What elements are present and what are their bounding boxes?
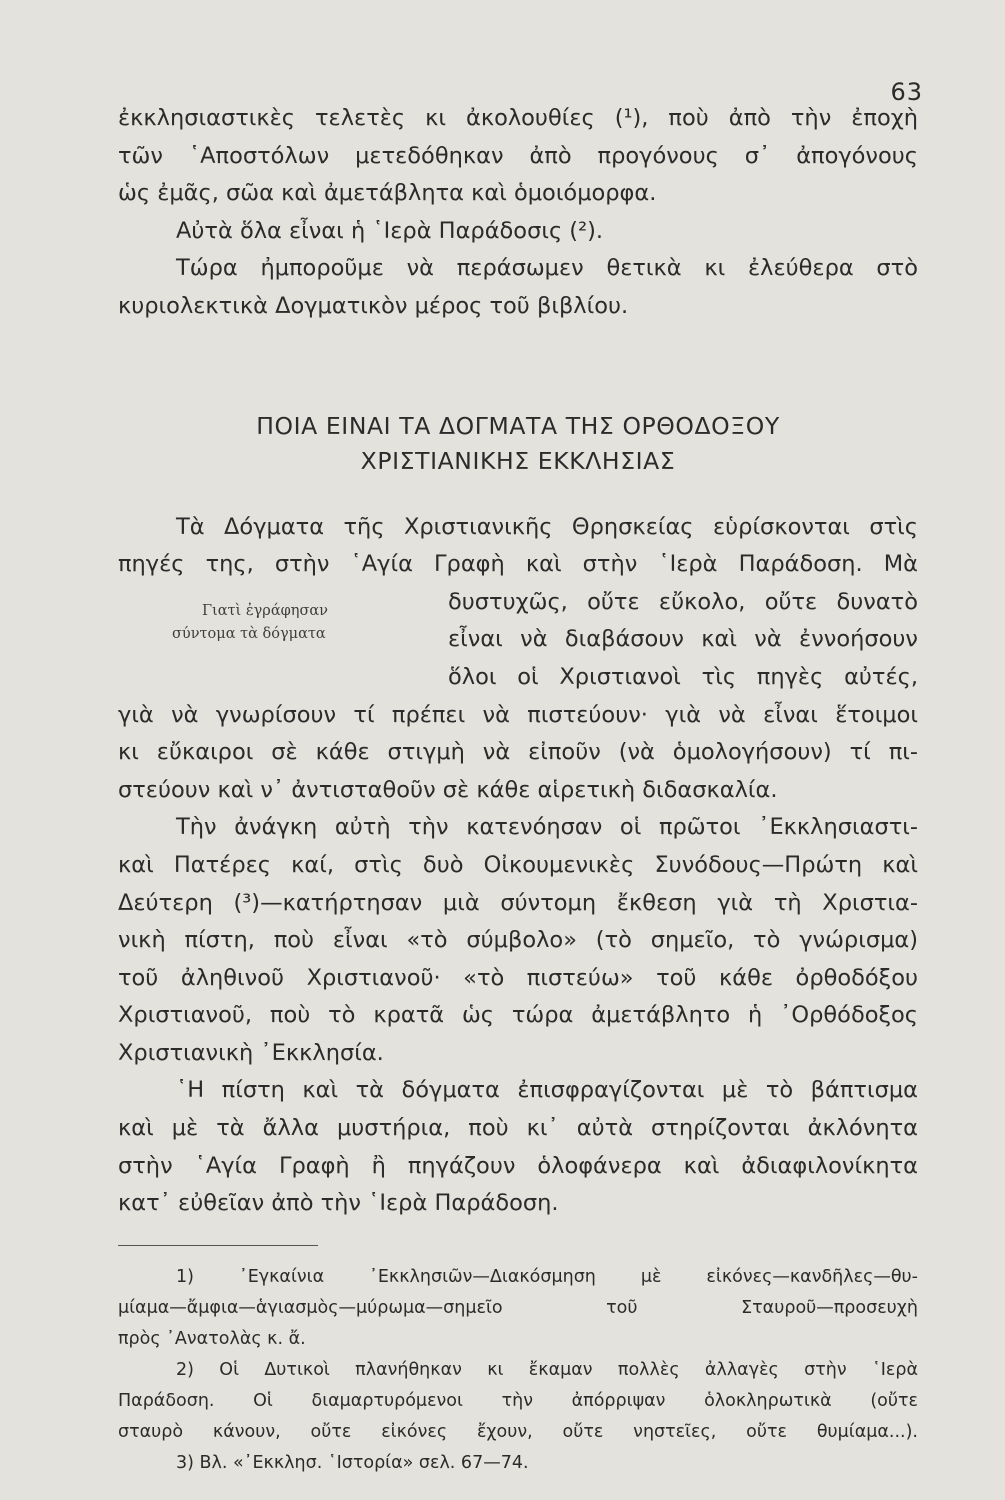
side-note-block bbox=[118, 584, 918, 697]
text-line: κι εὔκαιροι σὲ κάθε στιγμὴ νὰ εἰποῦν (νὰ ὁμολογήσουν) τί πι- bbox=[118, 739, 918, 766]
text-line: στεύουν καὶ ν᾽ ἀντισταθοῦν σὲ κάθε αἱρετικὴ διδασκαλία. bbox=[118, 776, 778, 803]
text-line: Τώρα ἠμποροῦμε νὰ περάσωμεν θετικὰ κι ἐλεύθερα στὸ bbox=[176, 255, 918, 282]
text-line: στὴν ῾Αγία Γραφὴ ἢ πηγάζουν ὁλοφάνερα καὶ ἀδιαφιλονίκητα bbox=[118, 1152, 918, 1179]
text-line: Αὐτὰ ὅλα εἶναι ἡ ῾Ιερὰ Παράδοσις (²). bbox=[176, 217, 604, 244]
text-line: κατ᾽ εὐθεῖαν ἀπὸ τὴν ῾Ιερὰ Παράδοση. bbox=[118, 1190, 559, 1217]
text-line: κυριολεκτικὰ Δογματικὸν μέρος τοῦ βιβλίου. bbox=[118, 292, 629, 319]
text-line: Χριστιανικὴ ᾿Εκκλησία. bbox=[118, 1039, 384, 1066]
text-line: ἐκκλησιαστικὲς τελετὲς κι ἀκολουθίες (¹), ποὺ ἀπὸ τὴν ἐποχὴ bbox=[118, 105, 918, 131]
text-line: Χριστιανοῦ, ποὺ τὸ κρατᾶ ὡς τώρα ἀμετάβλητο ἡ ᾿Ορθόδοξος bbox=[118, 1002, 918, 1029]
text-line: τοῦ ἀληθινοῦ Χριστιανοῦ· «τὸ πιστεύω» τοῦ κάθε ὀρθοδόξου bbox=[118, 964, 918, 991]
text-line: Τὰ Δόγματα τῆς Χριστιανικῆς Θρησκείας εὑρίσκονται στὶς bbox=[176, 513, 918, 540]
heading-line-1: ΠΟΙΑ ΕΙΝΑΙ ΤΑ ΔΟΓΜΑΤΑ ΤΗΣ ΟΡΘΟΔΟΞΟΥ bbox=[256, 411, 780, 440]
margin-note-line-1: Γιατὶ ἐγράφησαν bbox=[202, 602, 328, 619]
page-number: 63 bbox=[890, 78, 923, 106]
text-line: καὶ Πατέρες καί, στὶς δυὸ Οἰκουμενικὲς Συνόδους—Πρώτη καὶ bbox=[118, 851, 918, 878]
footnote-line: 1) ᾿Εγκαίνια ᾿Εκκλησιῶν—Διακόσμηση μὲ εἰκόνες—κανδῆλες—θυ- bbox=[176, 1266, 918, 1287]
text-line: Δεύτερη (³)—κατήρτησαν μιὰ σύντομη ἔκθεση γιὰ τὴ Χριστια- bbox=[118, 889, 918, 916]
text-line: ὅλοι οἱ Χριστιανοὶ τὶς πηγὲς αὐτές, bbox=[448, 663, 918, 690]
text-line: πηγές της, στὴν ῾Αγία Γραφὴ καὶ στὴν ῾Ιερὰ Παράδοση. Μὰ bbox=[118, 551, 918, 578]
wrapped-text bbox=[448, 584, 918, 697]
footnotes bbox=[118, 1262, 918, 1479]
text-line: Τὴν ἀνάγκη αὐτὴ τὴν κατενόησαν οἱ πρῶτοι ᾿Εκκλησιαστι- bbox=[176, 814, 918, 841]
footnote-line: πρὸς ᾿Ανατολὰς κ. ἄ. bbox=[118, 1328, 306, 1349]
section-heading bbox=[118, 409, 918, 479]
footnote-line: Παράδοση. Οἱ διαμαρτυρόμενοι τὴν ἀπόρριψαν ὁλοκληρωτικὰ (οὔτε bbox=[118, 1390, 918, 1411]
text-line: εἶναι νὰ διαβάσουν καὶ νὰ ἐννοήσουν bbox=[448, 626, 918, 653]
footnote-line: 2) Οἱ Δυτικοὶ πλανήθηκαν κι ἔκαμαν πολλὲς ἀλλαγὲς στὴν ῾Ιερὰ bbox=[176, 1359, 918, 1380]
footnote-line: σταυρὸ κάνουν, οὔτε εἰκόνες ἔχουν, οὔτε νηστεῖες, οὔτε θυμίαμα...). bbox=[118, 1421, 918, 1442]
margin-note bbox=[172, 600, 412, 646]
text-line: ῾Η πίστη καὶ τὰ δόγματα ἐπισφραγίζονται μὲ τὸ βάπτισμα bbox=[176, 1077, 918, 1104]
text-line: καὶ μὲ τὰ ἄλλα μυστήρια, ποὺ κι᾽ αὐτὰ στηρίζονται ἀκλόνητα bbox=[118, 1115, 918, 1142]
heading-line-2: ΧΡΙΣΤΙΑΝΙΚΗΣ ΕΚΚΛΗΣΙΑΣ bbox=[360, 446, 676, 475]
footnote-line: μίαμα—ἄμφια—ἁγιασμὸς—μύρωμα—σημεῖο τοῦ Σταυροῦ—προσευχὴ bbox=[118, 1297, 918, 1318]
page-text bbox=[118, 100, 918, 1479]
text-line: γιὰ νὰ γνωρίσουν τί πρέπει νὰ πιστεύουν· γιὰ νὰ εἶναι ἕτοιμοι bbox=[118, 701, 918, 728]
footnote-divider bbox=[118, 1245, 318, 1246]
text-line: δυστυχῶς, οὔτε εὔκολο, οὔτε δυνατὸ bbox=[448, 588, 918, 615]
text-line: νικὴ πίστη, ποὺ εἶναι «τὸ σύμβολο» (τὸ σημεῖο, τὸ γνώρισμα) bbox=[118, 927, 918, 954]
margin-note-line-2: σύντομα τὰ δόγματα bbox=[172, 625, 326, 642]
text-line: τῶν ῾Αποστόλων μετεδόθηκαν ἀπὸ προγόνους σ᾽ ἀπογόνους bbox=[118, 142, 918, 169]
text-line: ὡς ἐμᾶς, σῶα καὶ ἀμετάβλητα καὶ ὁμοιόμορφα. bbox=[118, 180, 657, 207]
footnote-line: 3) Βλ. «᾿Εκκλησ. ῾Ιστορία» σελ. 67—74. bbox=[176, 1452, 529, 1473]
